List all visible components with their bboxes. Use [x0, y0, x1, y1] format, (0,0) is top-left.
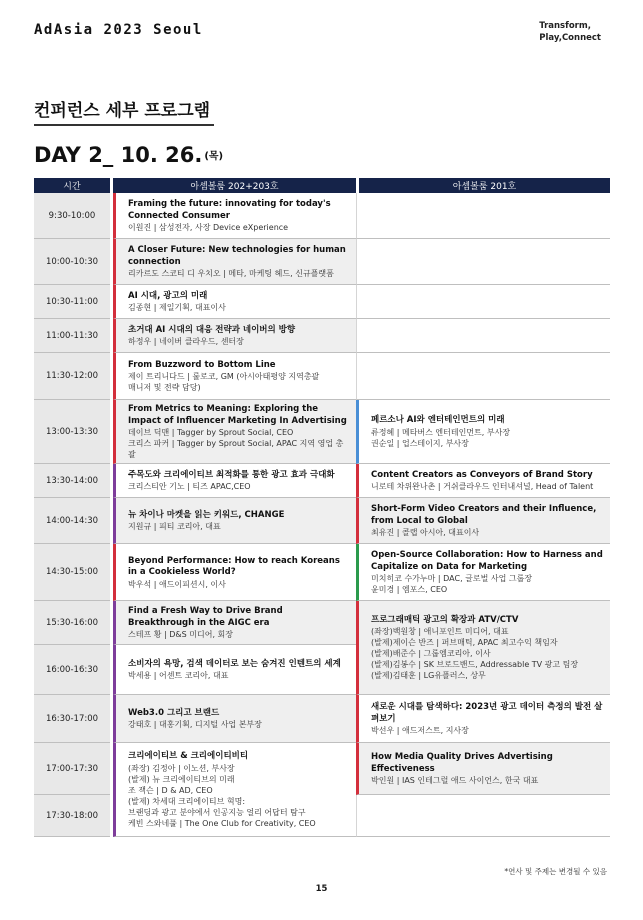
time-slot: 11:00-11:30	[34, 319, 110, 353]
schedule-header-row	[34, 178, 610, 193]
session-speaker: 조 잭슨 | D & AD, CEO	[128, 785, 213, 795]
session-speaker: 최유진 | 콜랩 아시아, 대표이사	[371, 528, 480, 537]
session-speaker: 리카르도 스코티 디 우치오 | 메타, 마케팅 헤드, 신규플랫폼	[128, 269, 334, 278]
session-title: Content Creators as Conveyors of Brand Story	[371, 469, 593, 480]
session-title: 페르소나 AI와 엔터테인먼트의 미래	[371, 415, 505, 426]
day-heading	[34, 143, 223, 167]
schedule-table	[34, 178, 610, 837]
section-title-underline	[34, 124, 214, 126]
time-slot: 10:00-10:30	[34, 239, 110, 285]
session-speaker: 이원진 | 삼성전자, 사장 Device eXperience	[128, 223, 289, 232]
session-speaker: 박선우 | 애드저스트, 지사장	[371, 726, 469, 735]
session-title: 초거대 AI 시대의 대응 전략과 네이버의 방향	[128, 324, 296, 335]
time-column-header: 시간	[34, 178, 110, 193]
session-title: 새로운 시대를 탐색하다: 2023년 광고 데이터 측정의 발전 살펴보기	[371, 702, 603, 724]
session-cell-room-b	[356, 743, 610, 795]
session-cell-room-a	[113, 193, 356, 239]
session-speaker: 매니저 및 전략 담당)	[128, 383, 201, 393]
table-row	[34, 319, 610, 353]
session-speaker: (발제) 뉴 크리에이티브의 미래	[128, 774, 235, 784]
room-b-column-header: 아셈볼룸 201호	[356, 178, 610, 193]
session-title: 주목도와 크리에이티브 최적화를 통한 광고 효과 극대화	[128, 469, 335, 480]
time-slot: 14:30-15:00	[34, 544, 110, 601]
session-speaker: 케빈 스와네풀 | The One Club for Creativity, CEO	[128, 818, 316, 828]
session-speaker: 니로테 차위완나촌 | 거쉬클라우드 인터내셔널, Head of Talent	[371, 482, 594, 492]
session-speaker: 크리스티안 기노 | 티즈 APAC,CEO	[128, 482, 251, 492]
session-cell-room-a	[113, 544, 356, 601]
session-title: Web3.0 그리고 브랜드	[128, 707, 220, 718]
time-slot: 17:00-17:30	[34, 743, 110, 795]
session-title: Open-Source Collaboration: How to Harness and Capitalize on Data for Marketing	[371, 550, 603, 572]
session-cell-room-a	[113, 239, 356, 285]
session-cell-room-b-empty	[356, 319, 610, 353]
table-row	[34, 353, 610, 400]
table-row	[34, 464, 610, 498]
session-cell-room-b	[356, 400, 610, 464]
session-title: How Media Quality Drives Advertising Effectiveness	[371, 752, 553, 774]
session-cell-room-b-empty	[356, 239, 610, 285]
time-slot: 15:30-16:00	[34, 601, 110, 645]
column-gap	[110, 795, 113, 837]
session-cell-room-b	[356, 601, 610, 695]
room-a-column-header: 아셈볼룸 202+203호	[113, 178, 356, 193]
table-row	[34, 498, 610, 544]
session-speaker: 윤미경 | 엠포스, CEO	[371, 585, 448, 594]
table-row	[34, 400, 610, 464]
table-row	[34, 544, 610, 601]
session-cell-room-b-empty	[356, 193, 610, 239]
session-speaker: 크리스 파커 | Tagger by Sprout Social, APAC 지역 영업 총괄	[128, 439, 344, 459]
session-speaker: (발제)제이슨 반즈 | 퍼브매틱, APAC 최고수익 책임자	[371, 638, 558, 648]
day-weekday: (목)	[204, 151, 224, 162]
session-speaker: (발제)김태훈 | LG유플러스, 상무	[371, 671, 486, 681]
session-cell-room-a	[113, 498, 356, 544]
session-speaker: (발제) 차세대 크리에이티브 혁명:	[128, 796, 246, 806]
time-slot: 16:30-17:00	[34, 695, 110, 743]
session-title: Beyond Performance: How to reach Koreans in a Cookieless World?	[128, 555, 340, 577]
session-cell-room-a	[113, 400, 356, 464]
section-title: 컨퍼런스 세부 프로그램	[34, 101, 211, 121]
session-speaker: (발제)김봉수 | SK 브로드밴드, Addressable TV 광고 팀장	[371, 660, 579, 670]
session-cell-room-b	[356, 544, 610, 601]
session-cell-room-a	[113, 695, 356, 743]
session-speaker: 박세용 | 어센트 코리아, 대표	[128, 671, 229, 681]
session-speaker: 박인원 | IAS 인테그럴 애드 사이언스, 한국 대표	[371, 776, 539, 785]
session-cell-room-b-empty	[356, 795, 610, 837]
session-cell-room-a	[113, 353, 356, 400]
tagline-line-1: Transform,	[539, 21, 591, 31]
session-cell-room-a	[113, 645, 356, 695]
time-slot: 11:30-12:00	[34, 353, 110, 400]
event-tagline	[539, 20, 601, 44]
session-cell-room-b	[356, 464, 610, 498]
session-cell-room-b	[356, 695, 610, 743]
time-slot: 10:30-11:00	[34, 285, 110, 319]
session-cell-room-a	[113, 285, 356, 319]
session-cell-room-a	[113, 601, 356, 645]
session-speaker: 제이 트리니다드 | 룰로코, GM (아시아태평양 지역총괄	[128, 372, 320, 382]
session-speaker: 브랜딩과 광고 분야에서 인공지능 얼리 어답터 탐구	[128, 807, 306, 817]
session-speaker: (좌장) 김정아 | 이노션, 부사장	[128, 763, 235, 773]
session-title: From Metrics to Meaning: Exploring the Impact of Influencer Marketing In Advertising	[128, 404, 347, 426]
session-title: 뉴 차이나 마켓을 읽는 키워드, CHANGE	[128, 509, 285, 520]
table-row	[34, 743, 610, 795]
session-title: A Closer Future: New technologies for human connection	[128, 245, 346, 267]
session-cell-room-b-empty	[356, 353, 610, 400]
session-cell-room-b	[356, 498, 610, 544]
session-speaker: (좌장)백원창 | 애니포인트 미디어, 대표	[371, 627, 509, 637]
session-speaker: 강태호 | 대홍기획, 디지털 사업 본부장	[128, 720, 262, 730]
time-slot: 16:00-16:30	[34, 645, 110, 695]
table-row	[34, 285, 610, 319]
table-row	[34, 601, 610, 645]
time-slot: 13:00-13:30	[34, 400, 110, 464]
session-title: Find a Fresh Way to Drive Brand Breakthrough in the AIGC era	[128, 606, 283, 628]
table-row	[34, 239, 610, 285]
table-row	[34, 193, 610, 239]
session-speaker: 스테프 황 | D&S 미디어, 회장	[128, 630, 233, 639]
session-title: 크리에이티브 & 크리에이티비티	[128, 751, 249, 762]
session-title: Short-Form Video Creators and their Influence, from Local to Global	[371, 504, 597, 526]
session-speaker: (발제)배준수 | 그룹엠코리아, 이사	[371, 649, 491, 659]
time-slot: 14:00-14:30	[34, 498, 110, 544]
session-title: From Buzzword to Bottom Line	[128, 359, 276, 370]
tagline-line-2: Play,Connect	[539, 33, 601, 43]
session-title: 프로그래매틱 광고의 확장과 ATV/CTV	[371, 614, 519, 625]
session-title: Framing the future: innovating for today's Connected Consumer	[128, 199, 331, 221]
session-speaker: 류정혜 | 메타버스 엔터테인먼트, 부사장	[371, 427, 511, 437]
event-logo: AdAsia 2023 Seoul	[34, 22, 203, 38]
session-speaker: 권순일 | 업스테이지, 부사장	[371, 438, 469, 448]
session-cell-room-a	[113, 464, 356, 498]
session-speaker: 데이브 딕맨 | Tagger by Sprout Social, CEO	[128, 428, 294, 437]
session-speaker: 박우석 | 애드이피션시, 이사	[128, 579, 226, 589]
session-speaker: 미치히코 수가누마 | DAC, 글로벌 사업 그룹장	[371, 574, 533, 583]
session-cell-room-a	[113, 743, 356, 837]
session-cell-room-b-empty	[356, 285, 610, 319]
table-row	[34, 695, 610, 743]
session-title: 소비자의 욕망, 검색 데이터로 보는 숨겨진 인텐트의 세계	[128, 658, 341, 669]
page-number: 15	[315, 884, 328, 894]
session-title: AI 시대, 광고의 미래	[128, 290, 208, 301]
time-slot: 9:30-10:00	[34, 193, 110, 239]
session-cell-room-a	[113, 319, 356, 353]
footnote: *연사 및 주제는 변경될 수 있음	[504, 867, 607, 876]
day-label: DAY 2_ 10. 26.	[34, 143, 203, 167]
time-slot: 13:30-14:00	[34, 464, 110, 498]
session-speaker: 하정우 | 네이버 클라우드, 센터장	[128, 337, 244, 347]
session-speaker: 지원규 | 피티 코리아, 대표	[128, 522, 221, 532]
time-slot: 17:30-18:00	[34, 795, 110, 837]
session-speaker: 김종현 | 제일기획, 대표이사	[128, 303, 226, 313]
